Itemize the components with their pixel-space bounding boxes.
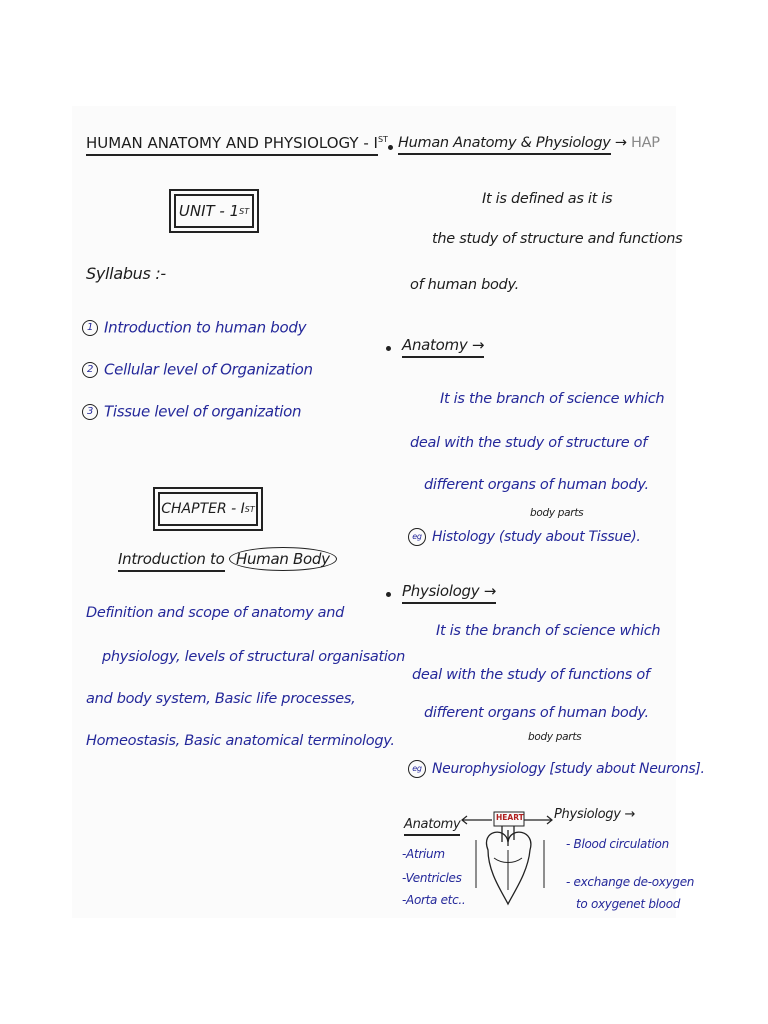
physiology-example-text: Neurophysiology [study about Neurons]. xyxy=(432,761,705,777)
syllabus-item-text: Introduction to human body xyxy=(104,318,307,337)
unit-label: UNIT - 1 xyxy=(178,202,240,220)
definition-line: Homeostasis, Basic anatomical terminology. xyxy=(86,733,395,749)
definition-line: and body system, Basic life processes, xyxy=(86,691,356,707)
chapter-box xyxy=(158,492,258,526)
physiology-def-line: different organs of human body. xyxy=(424,705,649,721)
bullet-dot xyxy=(388,145,393,150)
physiology-heading xyxy=(402,584,496,599)
arrow-icon: → xyxy=(614,135,627,151)
anatomy-heading xyxy=(402,338,484,353)
page-title-sup: ST xyxy=(377,135,388,144)
eg-icon: eg xyxy=(408,528,426,546)
hap-def-line: the study of structure and functions xyxy=(432,231,683,247)
hap-abbr: HAP xyxy=(631,135,660,151)
anatomy-example xyxy=(408,528,641,546)
eg-icon: eg xyxy=(408,760,426,778)
diagram-physiology-label xyxy=(554,808,635,821)
diagram-right-item: - Blood circulation xyxy=(566,837,669,851)
physiology-def-line: It is the branch of science which xyxy=(436,623,661,639)
physiology-example xyxy=(408,760,705,778)
syllabus-item-text: Tissue level of organization xyxy=(104,402,302,421)
bullet-dot xyxy=(386,592,391,597)
unit-sup: ST xyxy=(239,206,250,216)
syllabus-label: Syllabus :- xyxy=(86,264,166,283)
bullet-dot xyxy=(386,346,391,351)
intro-prefix: Introduction to xyxy=(118,550,225,572)
physiology-def-line: deal with the study of functions of xyxy=(412,667,650,683)
anatomy-heading-text: Anatomy → xyxy=(402,336,484,358)
diagram-anatomy-text: Anatomy xyxy=(404,817,460,836)
syllabus-item-text: Cellular level of Organization xyxy=(104,360,313,379)
heart-label: HEART xyxy=(496,813,524,822)
physiology-note: body parts xyxy=(528,731,582,743)
intro-circled: Human Body xyxy=(229,547,337,571)
diagram-right-item: - exchange de-oxygen xyxy=(566,875,695,889)
page-title-text: HUMAN ANATOMY AND PHYSIOLOGY - I xyxy=(86,134,378,156)
diagram-left-item: -Ventricles xyxy=(402,871,462,885)
syllabus-item xyxy=(82,362,313,378)
anatomy-note: body parts xyxy=(530,507,584,519)
chapter-sup: ST xyxy=(244,504,255,514)
number-2-icon: 2 xyxy=(82,362,98,378)
unit-box xyxy=(174,194,254,228)
notebook-page xyxy=(72,106,705,918)
definition-line: Definition and scope of anatomy and xyxy=(86,605,345,621)
diagram-anatomy-label xyxy=(404,818,460,831)
physiology-heading-text: Physiology → xyxy=(402,582,496,604)
anatomy-example-text: Histology (study about Tissue). xyxy=(432,529,641,545)
number-3-icon: 3 xyxy=(82,404,98,420)
number-1-icon: 1 xyxy=(82,320,98,336)
hap-heading xyxy=(398,136,660,151)
syllabus-item xyxy=(82,404,301,420)
diagram-right-item: to oxygenet blood xyxy=(576,897,681,911)
syllabus-item xyxy=(82,320,306,336)
hap-title: Human Anatomy & Physiology xyxy=(398,135,611,155)
anatomy-def-line: deal with the study of structure of xyxy=(410,435,648,451)
diagram-left-item: -Atrium xyxy=(402,847,445,861)
diagram-left-item: -Aorta etc.. xyxy=(402,893,466,907)
chapter-label: CHAPTER - I xyxy=(161,501,245,517)
definition-line: physiology, levels of structural organisation xyxy=(102,649,406,665)
anatomy-def-line: It is the branch of science which xyxy=(440,391,665,407)
hap-def-line: of human body. xyxy=(410,277,519,293)
hap-def-line: It is defined as it is xyxy=(482,191,613,207)
page-title xyxy=(86,136,388,151)
anatomy-def-line: different organs of human body. xyxy=(424,477,649,493)
intro-heading xyxy=(118,552,337,567)
diagram-physiology-text: Physiology → xyxy=(554,807,636,822)
